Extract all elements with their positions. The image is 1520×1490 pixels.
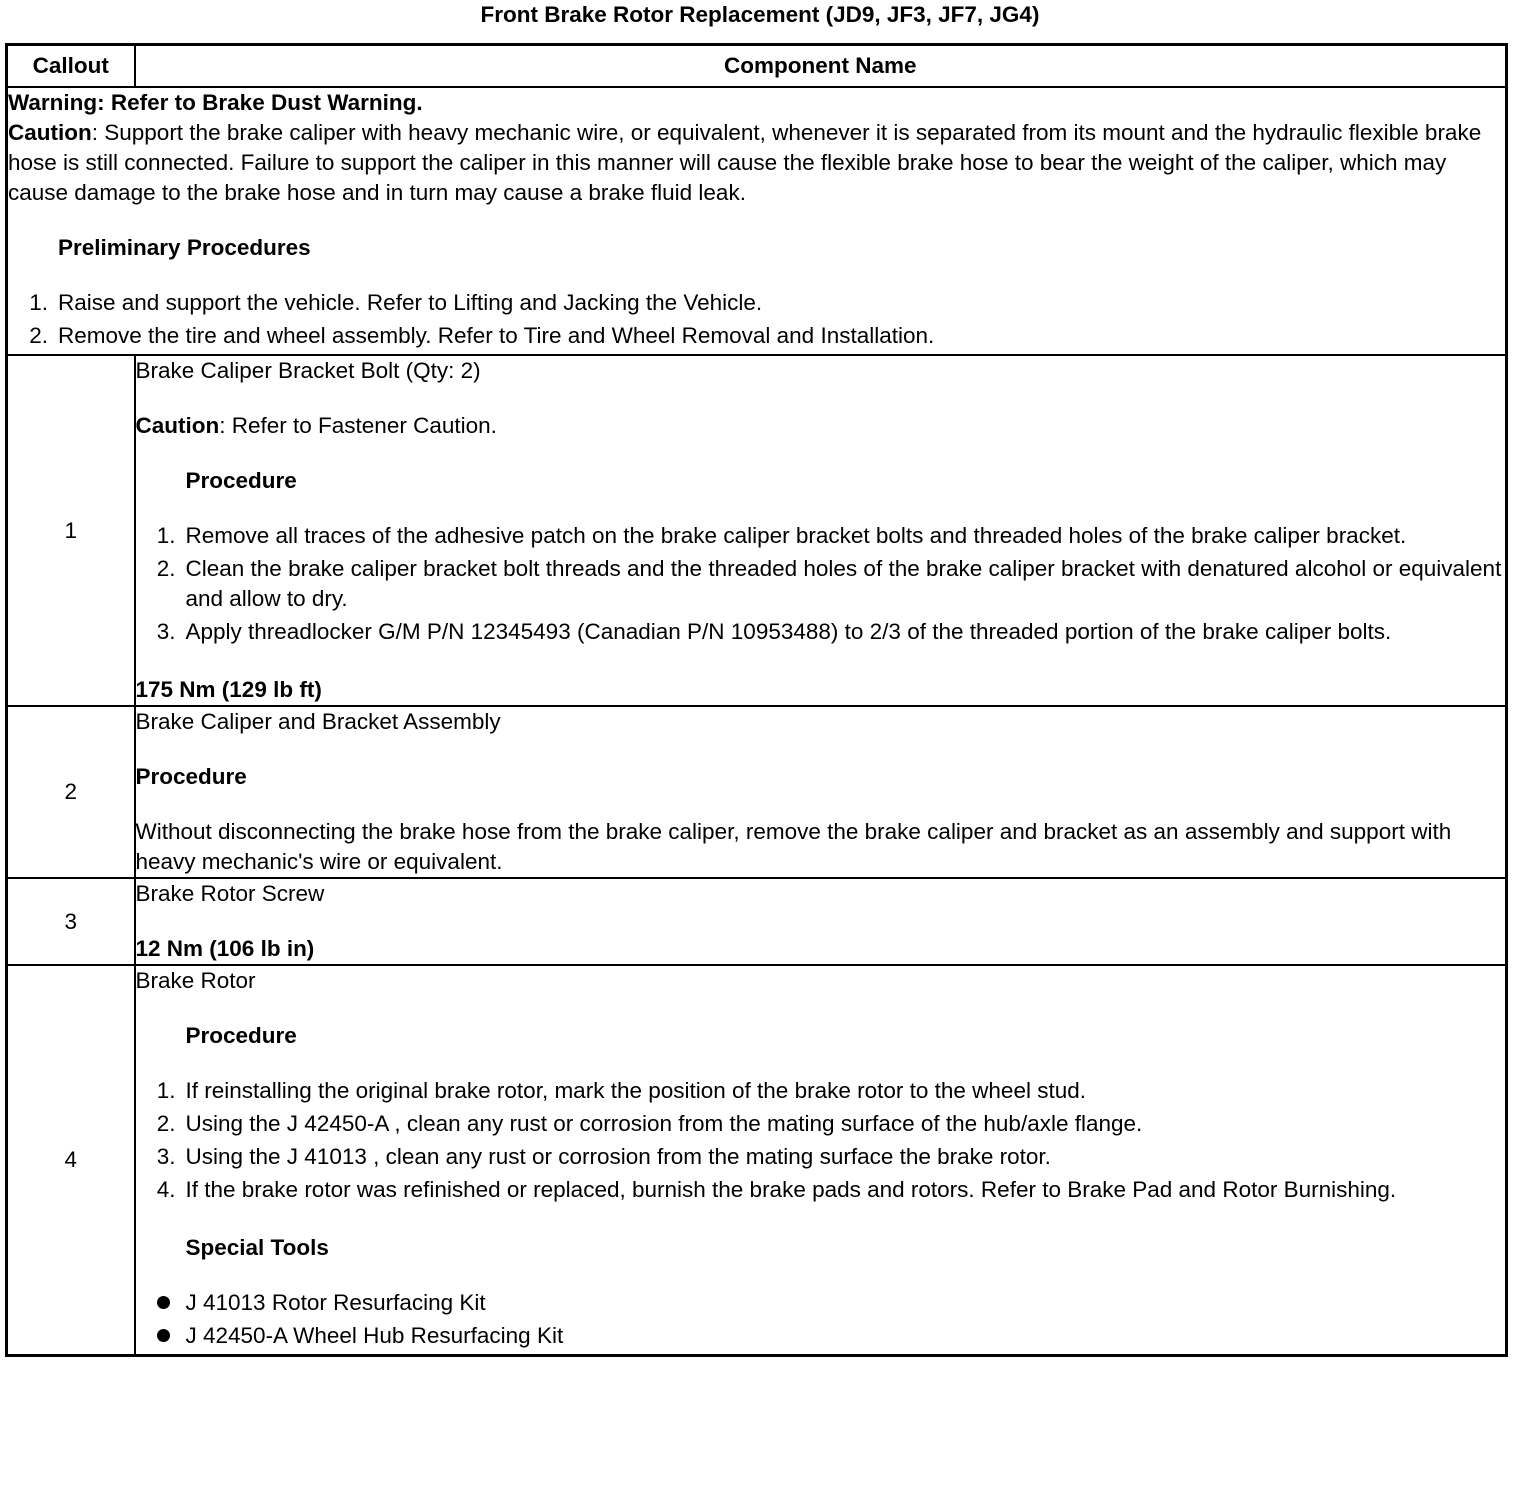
preliminary-row: [7, 87, 1507, 355]
list-item: 4. If the brake rotor was refinished or replaced, burnish the brake pads and rotors. Refer to Brake Pad and Rotor Burnishing.: [156, 1177, 1397, 1202]
warning-text: Warning: Refer to Brake Dust Warning.: [8, 90, 423, 115]
list-item: 3. Apply threadlocker G/M P/N 12345493 (Canadian P/N 10953488) to 2/3 of the threaded portion of the brake caliper bolts.: [156, 619, 1392, 644]
component-name-header: Component Name: [135, 45, 1507, 88]
table-row: [7, 878, 1507, 965]
bullet-icon: [136, 1321, 186, 1351]
list-item: 3. Using the J 41013 , clean any rust or corrosion from the mating surface the brake rotor.: [156, 1144, 1051, 1169]
list-item: 2. Using the J 42450-A , clean any rust or corrosion from the mating surface of the hub/axle flange.: [156, 1111, 1143, 1136]
caution-label: Caution: [8, 120, 92, 145]
list-item: 2. Clean the brake caliper bracket bolt threads and the threaded holes of the brake caliper bracket with denatured alcohol or equivalent and allow to dry.: [156, 556, 1502, 611]
callout-number: 3: [7, 878, 135, 965]
component-name: Brake Rotor: [135, 968, 256, 993]
page-title: Front Brake Rotor Replacement (JD9, JF3, JF7, JG4): [480, 2, 1040, 27]
special-tools-heading: Special Tools: [185, 1235, 329, 1260]
list-item: J 42450-A Wheel Hub Resurfacing Kit: [136, 1321, 1506, 1351]
torque-spec: 175 Nm (129 lb ft): [135, 677, 322, 702]
component-table: [5, 43, 1508, 1357]
list-item: 1. If reinstalling the original brake rotor, mark the position of the brake rotor to the wheel stud.: [156, 1078, 1086, 1103]
list-item: 2. Remove the tire and wheel assembly. Refer to Tire and Wheel Removal and Installation.: [29, 323, 935, 348]
preliminary-heading: Preliminary Procedures: [58, 235, 311, 260]
component-cell: [135, 878, 1507, 965]
caution-text: : Refer to Fastener Caution.: [219, 413, 497, 438]
table-row: [7, 355, 1507, 706]
callout-header: Callout: [7, 45, 135, 88]
table-row: [7, 965, 1507, 1356]
callout-number: 1: [7, 355, 135, 706]
caution-text: : Support the brake caliper with heavy mechanic wire, or equivalent, whenever it is separated from its mount and the hydraulic flexible brake hose is still connected. Failure to support the caliper in this manner will cause the flexible brake hose to bear the weight of the caliper, which may cause damage to the brake hose and in turn may cause a brake fluid leak.: [8, 120, 1482, 205]
procedure-text: Without disconnecting the brake hose from the brake caliper, remove the brake caliper and bracket as an assembly and support with heavy mechanic's wire or equivalent.: [135, 819, 1452, 874]
component-cell: [135, 706, 1507, 878]
component-name: Brake Caliper and Bracket Assembly: [135, 709, 501, 734]
procedure-steps: [136, 1076, 1506, 1205]
preliminary-steps: [8, 288, 1505, 351]
procedure-heading: Procedure: [185, 468, 297, 493]
procedure-heading: Procedure: [135, 764, 247, 789]
component-name: Brake Rotor Screw: [135, 881, 325, 906]
preliminary-cell: [7, 87, 1507, 355]
list-item: 1. Raise and support the vehicle. Refer to Lifting and Jacking the Vehicle.: [29, 290, 763, 315]
component-name: Brake Caliper Bracket Bolt (Qty: 2): [135, 358, 481, 383]
bullet-icon: [136, 1288, 186, 1318]
caution-paragraph: [8, 118, 1505, 208]
callout-number: 2: [7, 706, 135, 878]
callout-number: 4: [7, 965, 135, 1356]
list-item: J 41013 Rotor Resurfacing Kit: [136, 1288, 1506, 1318]
procedure-steps: [136, 521, 1506, 647]
procedure-heading: Procedure: [185, 1023, 297, 1048]
table-row: [7, 706, 1507, 878]
torque-spec: 12 Nm (106 lb in): [135, 936, 315, 961]
list-item: 1. Remove all traces of the adhesive patch on the brake caliper bracket bolts and threaded holes of the brake caliper bracket.: [156, 523, 1407, 548]
component-cell: [135, 355, 1507, 706]
caution-label: Caution: [135, 413, 220, 438]
caution-paragraph: [136, 411, 1506, 441]
component-cell: [135, 965, 1507, 1356]
special-tools-list: [136, 1288, 1506, 1351]
table-header-row: [7, 45, 1507, 88]
